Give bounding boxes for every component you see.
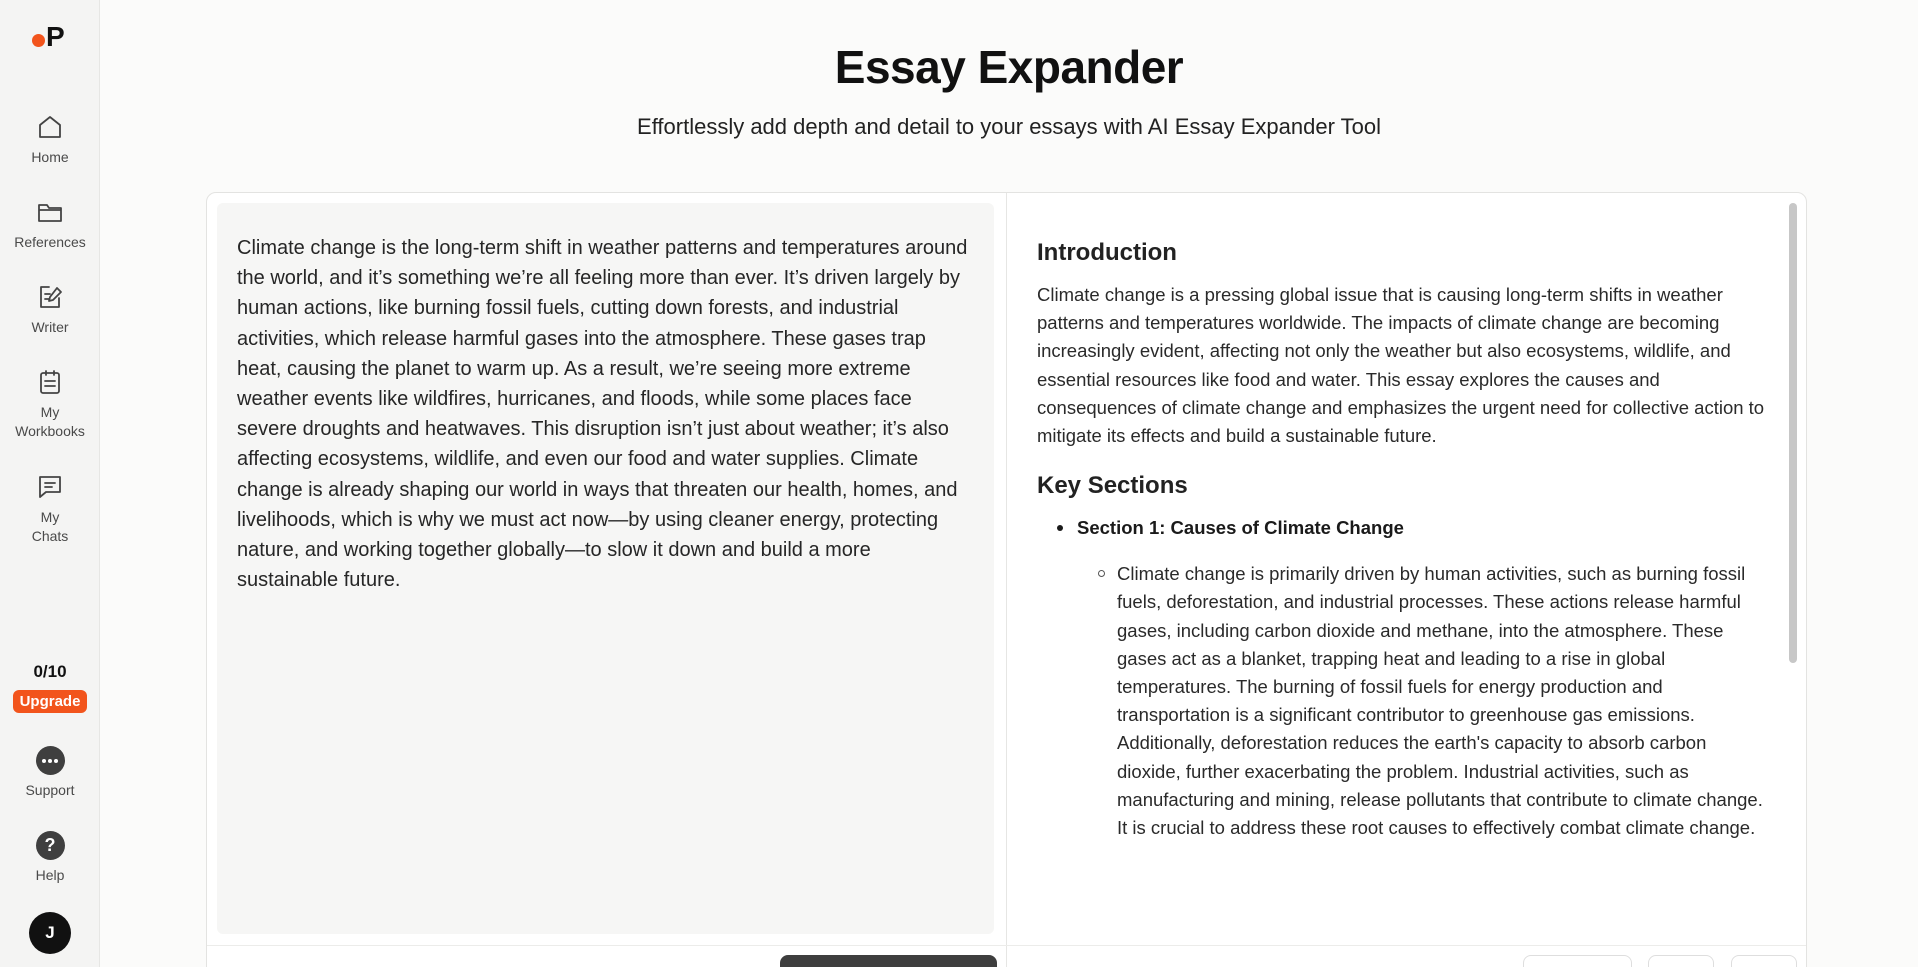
- sidebar-item-label: Writer: [31, 319, 69, 335]
- sidebar-item-label: [0, 403, 100, 441]
- sidebar-item-label: Support: [25, 782, 75, 798]
- intro-heading: Introduction: [1037, 239, 1177, 266]
- sidebar-item-chats[interactable]: [0, 472, 100, 546]
- avatar[interactable]: J: [29, 912, 71, 954]
- usage-meter: [0, 662, 100, 713]
- sidebar-item-label: Home: [31, 149, 69, 165]
- chat-icon: [35, 472, 65, 502]
- sidebar-item-label: [0, 508, 100, 546]
- sections-heading: Key Sections: [1037, 472, 1188, 500]
- sidebar-item-references[interactable]: [0, 197, 100, 252]
- sidebar-item-label-line2: Chats: [31, 528, 69, 544]
- sidebar-item-label-line2: Workbooks: [15, 423, 85, 439]
- footer-divider: [207, 945, 1807, 946]
- logo-dot: [32, 34, 45, 47]
- sidebar-item-workbooks[interactable]: [0, 367, 100, 441]
- expander-card: [206, 192, 1807, 967]
- output-scrollbar[interactable]: [1789, 203, 1797, 663]
- download-button[interactable]: [1731, 955, 1797, 967]
- intro-paragraph: Climate change is a pressing global issue that is causing long-term shifts in weather patterns and temperatures worldwide. The impacts of climate change are becoming increasingly evident, affecting not only the weather but also ecosystems, wildlife, and essential resources like food and water. This essay explores the causes and consequences of climate change and emphasizes the urgent need for collective action to mitigate its effects and build a sustainable future.: [1037, 284, 1765, 447]
- sidebar-item-writer[interactable]: [0, 282, 100, 337]
- section-title: Section 1: Causes of Climate Change: [1037, 514, 1767, 542]
- sidebar-item-label: Help: [35, 867, 65, 883]
- logo-letter: P: [46, 21, 65, 52]
- help-icon: ?: [36, 831, 65, 860]
- usage-count: 0/10: [33, 662, 67, 681]
- sidebar: [0, 0, 100, 967]
- essay-input[interactable]: [217, 203, 994, 934]
- pane-divider: [1006, 193, 1007, 967]
- pencil-square-icon: [35, 282, 65, 312]
- sidebar-item-label-line1: My: [40, 404, 60, 420]
- upgrade-button[interactable]: Upgrade: [13, 690, 88, 713]
- sidebar-item-label-line1: My: [40, 509, 60, 525]
- copy-button[interactable]: [1648, 955, 1714, 967]
- support-chat-icon: [36, 746, 65, 775]
- sidebar-item-support[interactable]: [0, 746, 100, 800]
- expanded-output[interactable]: [1037, 193, 1767, 945]
- sidebar-item-help[interactable]: [0, 831, 100, 885]
- expand-button[interactable]: [780, 955, 997, 967]
- home-icon: [35, 112, 65, 142]
- page-title: Essay Expander: [834, 41, 1184, 93]
- section-body: Climate change is primarily driven by human activities, such as burning fossil fuels, deforestation, and industrial processes. These actions release harmful gases, including carbon dioxide and methane, into the atmosphere. These gases act as a blanket, trapping heat and leading to a rise in global temperatures. The burning of fossil fuels for energy production and transportation is a significant contributor to greenhouse gas emissions. Additionally, deforestation reduces the earth's capacity to absorb carbon dioxide, further exacerbating the problem. Industrial activities, such as manufacturing and mining, release pollutants that contribute to climate change. It is crucial to address these root causes to effectively combat climate change.: [1037, 560, 1767, 842]
- output-action-button[interactable]: [1523, 955, 1632, 967]
- page-subtitle: Effortlessly add depth and detail to your essays with AI Essay Expander Tool: [637, 114, 1381, 139]
- workbook-icon: [35, 367, 65, 397]
- sidebar-item-home[interactable]: [0, 112, 100, 167]
- sections-list: [1037, 514, 1767, 542]
- essay-input-text[interactable]: Climate change is the long-term shift in weather patterns and temperatures around the world, and it’s something we’re all feeling more than ever. It’s driven largely by human actions, like burning fossil fuels, cutting down forests, and industrial activities, which release harmful gases into the atmosphere. These gases trap heat, causing the planet to warm up. As a result, we’re seeing more extreme weather events like wildfires, hurricanes, and floods, while some places face severe droughts and heatwaves. This disruption isn’t just about weather; it’s also affecting ecosystems, wildlife, and even our food and water supplies. Climate change is already shaping our world in ways that threaten our health, homes, and livelihoods, which is why we must act now—by using cleaner energy, protecting nature, and working together globally—to slow it down and build a more sustainable future.: [237, 237, 968, 592]
- sidebar-item-label: References: [14, 234, 86, 250]
- folder-icon: [35, 197, 65, 227]
- brand-logo[interactable]: [30, 22, 74, 52]
